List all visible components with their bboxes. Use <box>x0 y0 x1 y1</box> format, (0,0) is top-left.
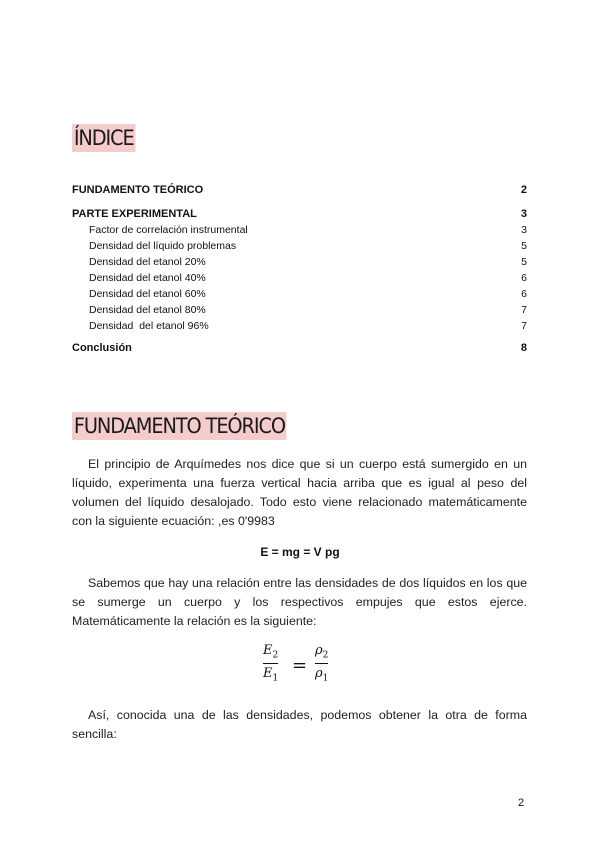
paragraph-text: Así, conocida una de las densidades, podemos obtener la otra de forma sencilla: <box>72 708 527 741</box>
toc-entry-label: Densidad del etanol 20% <box>89 256 206 268</box>
page-number: 2 <box>518 797 525 809</box>
equation-buoyancy: E = mg = V pg <box>260 545 340 559</box>
toc-entry[interactable] <box>72 319 527 333</box>
toc-entry-label: Conclusión <box>72 342 132 354</box>
toc-entry-label: Densidad del líquido problemas <box>89 240 237 252</box>
denominator: $E_1$ <box>263 665 279 684</box>
toc-entry-page: 3 <box>521 224 527 236</box>
paragraph-archimedes <box>72 455 527 531</box>
toc-entry[interactable] <box>72 255 527 269</box>
toc-entry-page: 5 <box>521 240 527 252</box>
toc-entry-page: 7 <box>521 320 527 332</box>
fraction-thrust <box>263 643 278 683</box>
denominator: $\rho_1$ <box>315 665 329 684</box>
toc-entry[interactable] <box>72 223 527 237</box>
toc-entry-page: 8 <box>520 342 527 354</box>
toc-entry[interactable] <box>72 287 527 301</box>
toc-entry[interactable] <box>72 207 527 221</box>
toc-entry-page: 6 <box>521 272 527 284</box>
toc-entry-page: 5 <box>521 256 527 268</box>
toc-entry[interactable] <box>72 183 527 197</box>
toc-entry[interactable] <box>72 303 527 317</box>
toc-entry[interactable] <box>72 341 527 355</box>
toc-entry-label: PARTE EXPERIMENTAL <box>72 208 197 220</box>
toc-entry[interactable] <box>72 271 527 285</box>
toc-entry[interactable] <box>72 239 527 253</box>
fraction-density <box>315 643 328 683</box>
toc-title: ÍNDICE <box>73 126 134 150</box>
numerator: $E_2$ <box>263 643 279 661</box>
toc-entry-label: Factor de correlación instrumental <box>89 224 248 236</box>
equals-sign: = <box>292 655 308 676</box>
toc-entry-page: 6 <box>521 288 527 300</box>
paragraph-text: Sabemos que hay una relación entre las densidades de dos líquidos en los que se sumerge un cuerpo y los respectivos empujes que estos ejerce. Matemáticamente la relación es la siguiente: <box>72 576 527 628</box>
paragraph-relation <box>72 574 527 631</box>
toc-entry-label: Densidad del etanol 60% <box>89 288 206 300</box>
toc-entry-page: 7 <box>521 304 527 316</box>
toc-entry-label: FUNDAMENTO TEÓRICO <box>72 184 204 196</box>
paragraph-conclusion-intro <box>72 706 527 744</box>
toc-entry-page: 3 <box>520 208 527 220</box>
toc-entry-label: Densidad del etanol 80% <box>89 304 206 316</box>
toc-entry-page: 2 <box>520 184 527 196</box>
paragraph-text: El principio de Arquímedes nos dice que si un cuerpo está sumergido en un líquido, experimenta una fuerza vertical hacia arriba que es igual al peso del volumen del líquido desalojado. Todo esto viene relacionado matemáticamente con la siguiente ecuación: ,es 0'9983 <box>72 457 527 528</box>
toc-entry-label: Densidad del etanol 40% <box>89 272 206 284</box>
toc-entry-label: Densidad del etanol 96% <box>89 320 209 332</box>
numerator: $\rho_2$ <box>315 643 329 661</box>
section-title: FUNDAMENTO TEÓRICO <box>73 414 285 438</box>
